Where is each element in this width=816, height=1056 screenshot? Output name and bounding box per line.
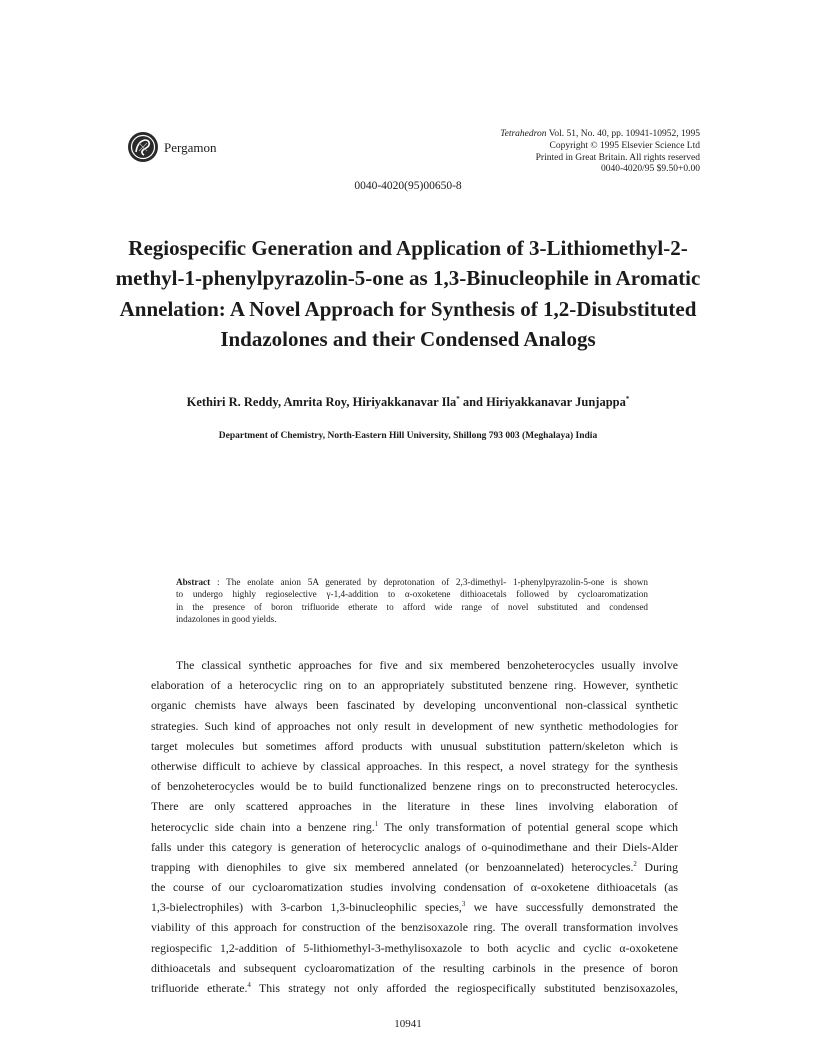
body-line: the course of our cycloaromatization studies involving condensation of α-oxoketene dithioacetals (as (151, 880, 678, 895)
body-line: 1,3-bielectrophiles) with 3-carbon 1,3-binucleophilic species,$^3$ we have successfully demonstrated the (151, 900, 678, 915)
affiliation: Department of Chemistry, North-Eastern Hill University, Shillong 793 003 (Meghalaya) India (218, 431, 598, 441)
body-line: strategies. Such kind of approaches not only result in development of new synthetic methodologies for (151, 718, 678, 733)
corresponding-mark-1: * (456, 395, 460, 403)
journal-name: Tetrahedron (500, 129, 547, 139)
reference-mark: 3 (461, 900, 466, 909)
body-line: dithioacetals and subsequent cycloaromatization of the resulting carbinols in the presence of boron (151, 960, 678, 975)
body-line: trifluoride etherate.$^4$ This strategy not only afforded the regiospecifically substituted benzisoxazoles, (151, 981, 678, 995)
body-line: elaboration of a heterocyclic ring on to an appropriately substituted benzene ring. However, synthetic (151, 678, 678, 693)
abstract-line-4: indazolones in good yields. (176, 614, 277, 625)
abstract-line-3: in the presence of boron trifluoride etherate to afford wide range of novel substituted and condensed (176, 601, 648, 612)
body-line: otherwise difficult to achieve by classical approaches. In this respect, a novel strategy for the synthesis (151, 758, 678, 773)
publisher-name: Pergamon (164, 140, 217, 155)
body-paragraph (151, 655, 678, 998)
copyright-line: Copyright © 1995 Elsevier Science Ltd (549, 141, 700, 151)
corresponding-mark-2: * (625, 395, 630, 403)
abstract (176, 576, 648, 626)
body-line: trapping with dienophiles to give six membered annelated (or benzoannelated) heterocycles.$^2$ During (151, 859, 678, 874)
body-line: target molecules but sometimes afford products with unusual substitution pattern/skeleton which is (151, 738, 678, 753)
authors-text: Kethiri R. Reddy, Amrita Roy, Hiriyakkanavar Ila (186, 395, 457, 409)
reference-mark: 1 (374, 819, 379, 828)
title-line-2: methyl-1-phenylpyrazolin-5-one as 1,3-Binucleophile in Aromatic (115, 266, 701, 290)
body-line: heterocyclic side chain into a benzene ring.$^1$ The only transformation of potential general scope which (151, 819, 678, 834)
title-line-4: Indazolones and their Condensed Analogs (220, 327, 596, 351)
issn-price: 0040-4020/95 $9.50+0.00 (600, 164, 700, 174)
author-list (0, 395, 816, 410)
body-line: viability of this approach for construction of the benzisoxazole ring. The overall transformation involves (151, 920, 678, 935)
body-line: of benzoheterocycles would be to build functionalized benzene rings on to preconstructed heterocycles. (151, 779, 678, 794)
title-line-1: Regiospecific Generation and Application of 3-Lithiomethyl-2- (128, 236, 688, 260)
title-line-3: Annelation: A Novel Approach for Synthesis of 1,2-Disubstituted (119, 297, 697, 321)
journal-citation (500, 129, 700, 140)
abstract-line-2: to undergo highly regioselective γ-1,4-addition to α-oxoketene dithioacetals followed by cycloaromatization (176, 589, 648, 600)
page-number: 10941 (394, 1018, 422, 1030)
reference-mark: 2 (633, 859, 637, 868)
body-line: falls under this category is generation of heterocyclic analogs of o-quinodimethane and their Diels-Alder (151, 839, 678, 854)
body-line: regiospecific 1,2-addition of 5-lithiomethyl-3-methylisoxazole to both acyclic and cyclic α-oxoketene (151, 940, 678, 955)
printed-line: Printed in Great Britain. All rights reserved (535, 153, 700, 163)
journal-details: Vol. 51, No. 40, pp. 10941-10952, 1995 (546, 129, 700, 139)
body-line: The classical synthetic approaches for five and six membered benzoheterocycles usually involve (176, 658, 678, 672)
abstract-line-1: Abstract : The enolate anion 5A generated by deprotonation of 2,3-dimethyl- 1-phenylpyrazolin-5-one is shown (176, 577, 648, 587)
reference-mark: 4 (247, 981, 251, 989)
pergamon-logo (127, 131, 159, 163)
body-line: There are only scattered approaches in the literature in these lines involving elaboration of (151, 799, 678, 814)
article-identifier: 0040-4020(95)00650-8 (354, 180, 462, 192)
body-line: organic chemists have always been fascinated by developing unconventional non-classical synthetic (151, 698, 678, 713)
abstract-label: Abstract (176, 577, 211, 587)
authors-connector: and Hiriyakkanavar Junjappa (459, 395, 626, 409)
